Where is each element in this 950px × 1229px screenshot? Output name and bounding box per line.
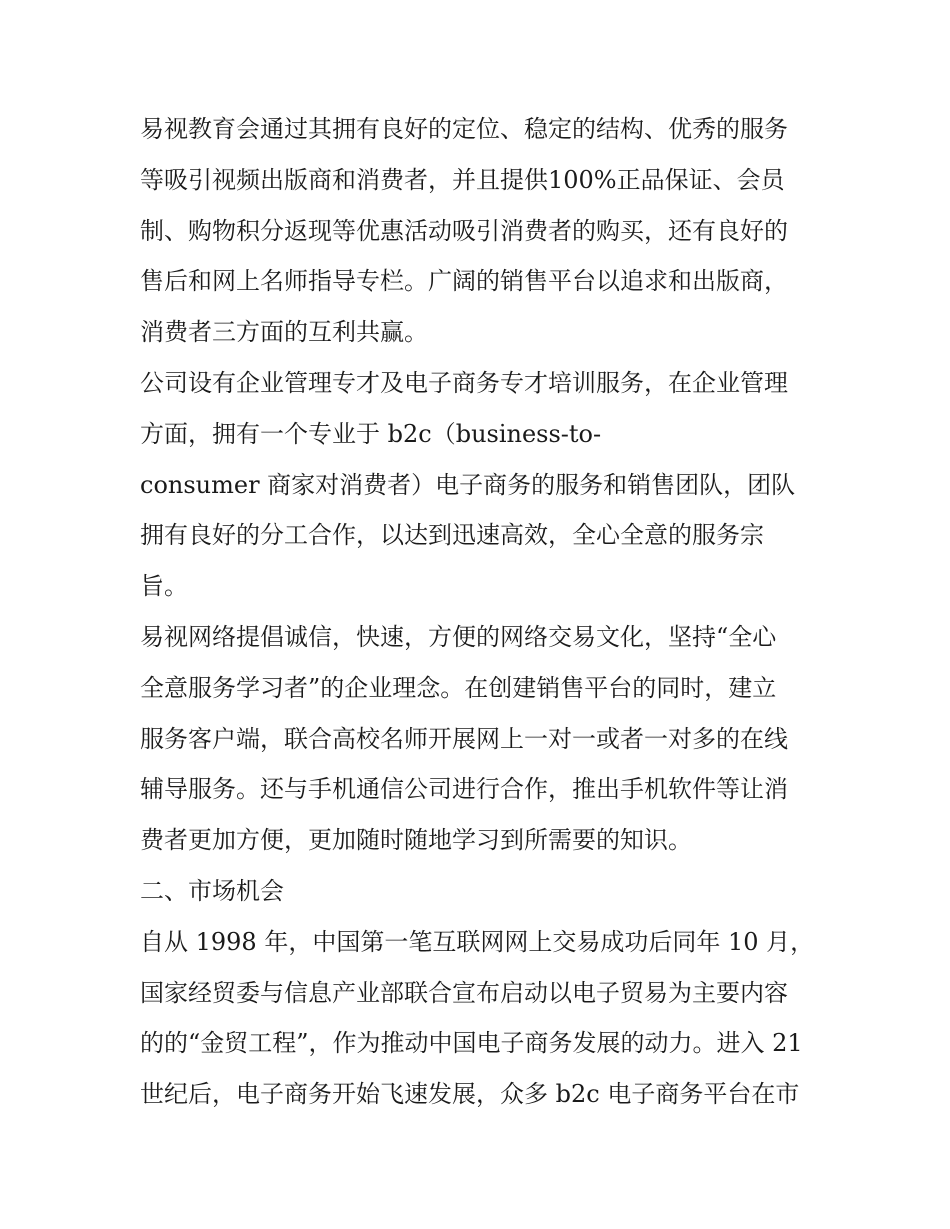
text-line: consumer 商家对消费者）电子商务的服务和销售团队，团队 <box>140 470 796 499</box>
document-body <box>140 104 820 1120</box>
text-line: 全意服务学习者”的企业理念。在创建销售平台的同时，建立 <box>140 673 777 702</box>
text-line: 公司设有企业管理专才及电子商务专才培训服务，在企业管理 <box>140 368 788 397</box>
text-line: 辅导服务。还与手机通信公司进行合作，推出手机软件等让消 <box>140 775 788 804</box>
text-line: 制、购物积分返现等优惠活动吸引消费者的购买，还有良好的 <box>140 216 788 245</box>
text-line: 易视网络提倡诚信，快速，方便的网络交易文化，坚持“全心 <box>140 622 777 651</box>
text-line: 的的“金贸工程”，作为推动中国电子商务发展的动力。进入 21 <box>140 1029 803 1058</box>
text-line: 旨。 <box>140 572 188 601</box>
section-heading: 二、市场机会 <box>140 876 284 905</box>
text-line: 自从 1998 年，中国第一笔互联网网上交易成功后同年 10 月， <box>140 927 815 956</box>
text-line: 世纪后，电子商务开始飞速发展，众多 b2c 电子商务平台在市 <box>140 1080 800 1109</box>
text-line: 消费者三方面的互利共赢。 <box>140 318 428 347</box>
text-line: 拥有良好的分工合作，以达到迅速高效，全心全意的服务宗 <box>140 521 764 550</box>
text-line: 国家经贸委与信息产业部联合宣布启动以电子贸易为主要内容 <box>140 978 788 1007</box>
text-line: 方面，拥有一个专业于 b2c（business-to- <box>140 419 602 448</box>
text-line: 易视教育会通过其拥有良好的定位、稳定的结构、优秀的服务 <box>140 115 788 143</box>
text-line: 费者更加方便，更加随时随地学习到所需要的知识。 <box>140 826 692 855</box>
text-line: 服务客户端，联合高校名师开展网上一对一或者一对多的在线 <box>140 724 788 753</box>
text-line: 售后和网上名师指导专栏。广阔的销售平台以追求和出版商， <box>140 267 788 296</box>
text-line: 等吸引视频出版商和消费者，并且提供100%正品保证、会员 <box>140 165 785 194</box>
